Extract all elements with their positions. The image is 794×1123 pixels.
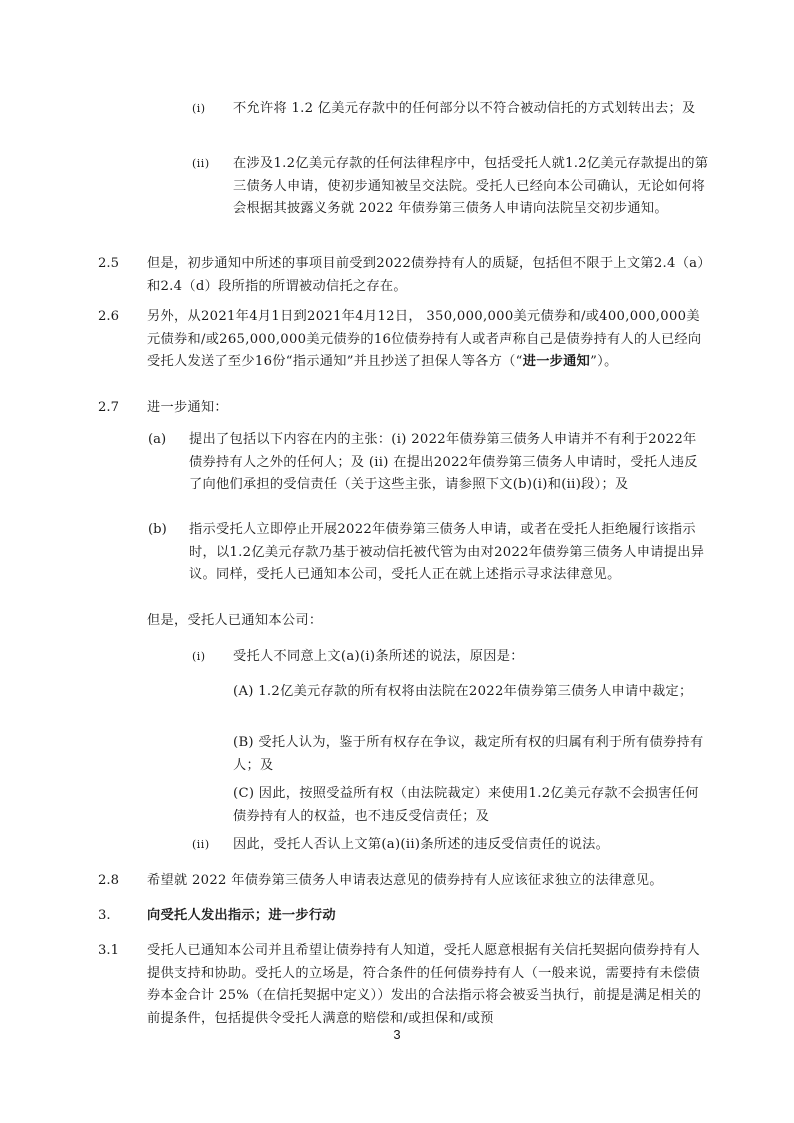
item-label-ii-2: (ii) <box>192 838 210 851</box>
paragraph-2-6-part-b: ”）。 <box>590 354 618 369</box>
section-heading-3: 向受托人发出指示；进一步行动 <box>147 908 336 923</box>
paragraph-2-8: 希望就 2022 年债券第三债务人申请表达意见的债券持有人应该征求独立的法律意见。 <box>147 873 663 888</box>
item-label-ii: (ii) <box>192 157 210 170</box>
paragraph-2-7: 进一步通知： <box>147 400 228 415</box>
item-label-i-2: (i) <box>192 650 206 663</box>
paragraph-2-4-i: 不允许将 1.2 亿美元存款中的任何部分以不符合被动信托的方式划转出去；及 <box>233 101 696 116</box>
page-number: 3 <box>393 1027 401 1042</box>
paragraph-2-7-i-B: (B) 受托人认为，鉴于所有权存在争议，裁定所有权的归属有利于所有债券持有人；及 <box>233 735 704 773</box>
paragraph-2-4-ii: 在涉及1.2亿美元存款的任何法律程序中，包括受托人就1.2亿美元存款提出的第三债务人申请，使初步通知被呈交法院。受托人已经向本公司确认，无论如何将会根据其披露义务就 2022 年债券第三债务人申请向法院呈交初步通知。 <box>233 156 709 216</box>
section-number-2-7: 2.7 <box>98 400 119 415</box>
paragraph-2-7-b: 指示受托人立即停止开展2022年债券第三债务人申请，或者在受托人拒绝履行该指示时，以1.2亿美元存款乃基于被动信托被代管为由对2022年债券第三债务人申请提出异议。同样，受托人已通知本公司，受托人正在就上述指示寻求法律意见。 <box>189 522 705 582</box>
paragraph-2-7-i-A: (A) 1.2亿美元存款的所有权将由法院在2022年债券第三债务人申请中裁定； <box>233 684 693 699</box>
section-number-2-8: 2.8 <box>98 873 119 888</box>
paragraph-2-7-ii: 因此，受托人否认上文第(a)(ii)条所述的违反受信责任的说法。 <box>233 837 610 852</box>
paragraph-but-trustee-notified: 但是，受托人已通知本公司： <box>147 613 323 628</box>
paragraph-2-6-part-a: 另外，从2021年4月1日到2021年4月12日， 350,000,000美元债券和/或400,000,000美元债券和/或265,000,000美元债券的16位债券持有人或者声称自己是债券持有人的人已经向受托人发送了至少16份“指示通知”并且抄送了担保人等各方（“ <box>147 309 702 369</box>
paragraph-3-1: 受托人已通知本公司并且希望让债券持有人知道，受托人愿意根据有关信托契据向债券持有人提供支持和协助。受托人的立场是，符合条件的任何债券持有人（一般来说，需要持有未偿债券本金合计 25%（在信托契据中定义））发出的合法指示将会被妥当执行，前提是满足相关的前提条件，包括提供令受托人满意的赔偿和/或担保和/或预 <box>147 943 702 1026</box>
paragraph-2-6 <box>147 306 707 374</box>
section-number-3-1: 3.1 <box>98 943 119 958</box>
paragraph-2-5: 但是，初步通知中所述的事项目前受到2022债券持有人的质疑，包括但不限于上文第2.4（a）和2.4（d）段所指的所谓被动信托之存在。 <box>147 256 705 294</box>
item-label-i: (i) <box>192 102 206 115</box>
section-number-2-5: 2.5 <box>98 256 119 271</box>
section-number-2-6: 2.6 <box>98 309 119 324</box>
paragraph-2-7-i: 受托人不同意上文(a)(i)条所述的说法，原因是： <box>233 649 524 664</box>
defined-term-further-notice: 进一步通知 <box>522 354 591 369</box>
paragraph-2-7-i-C: (C) 因此，按照受益所有权（由法院裁定）来使用1.2亿美元存款不会损害任何债券持有人的权益，也不违反受信责任；及 <box>233 786 699 824</box>
section-number-3: 3. <box>98 908 111 923</box>
item-label-b: (b) <box>148 522 167 537</box>
item-label-a: (a) <box>148 432 167 447</box>
paragraph-2-7-a: 提出了包括以下内容在内的主张：(i) 2022年债券第三债务人申请并不有利于2022年债券持有人之外的任何人；及 (ii) 在提出2022年债券第三债务人申请时，受托人违反了向他们承担的受信责任（关于这些主张，请参照下文(b)(i)和(ii)段）；及 <box>189 432 698 492</box>
